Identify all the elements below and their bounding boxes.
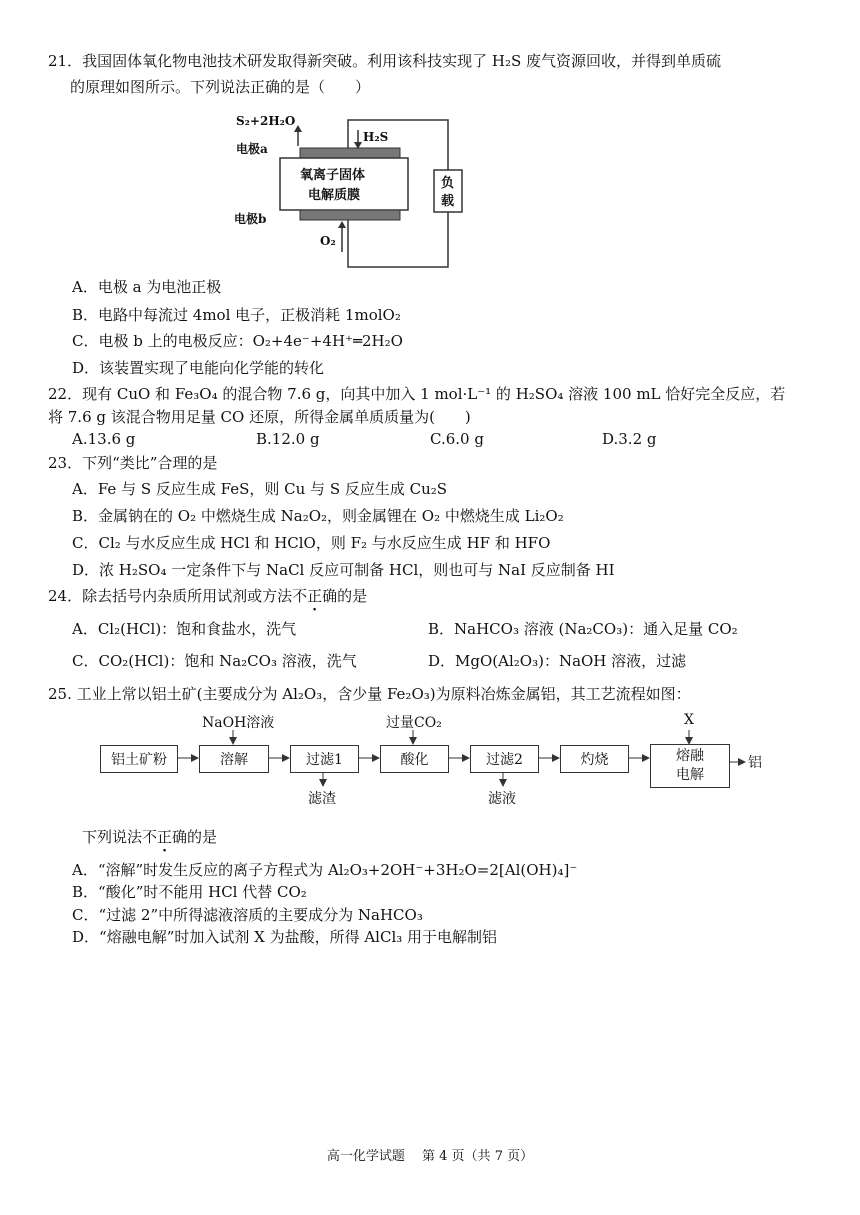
q21-option-b: B．电路中每流过 4mol 电子，正极消耗 1molO₂ [72, 306, 401, 324]
q23-option-b: B．金属钠在的 O₂ 中燃烧生成 Na₂O₂，则金属锂在 O₂ 中燃烧生成 Li₂O₂ [72, 507, 564, 525]
q23-stem: 23．下列“类比”合理的是 [48, 454, 218, 472]
label-h2s: H₂S [363, 130, 389, 144]
flow-reagent-naoh: NaOH溶液 [202, 715, 275, 731]
flow-reagent-x: X [684, 712, 694, 728]
flow-filtrate: 滤液 [488, 791, 516, 807]
q24-option-b: B．NaHCO₃ 溶液 (Na₂CO₃)：通入足量 CO₂ [428, 620, 738, 638]
q22-stem-line1: 22．现有 CuO 和 Fe₃O₄ 的混合物 7.6 g，向其中加入 1 mol·L⁻¹ 的 H₂SO₄ 溶液 100 mL 恰好完全反应，若 [48, 385, 786, 403]
q25-sub-post: 的是 [187, 828, 218, 846]
label-electrode-b: 电极b [234, 212, 267, 226]
q25-option-b: B．“酸化”时不能用 HCl 代替 CO₂ [72, 883, 307, 901]
flow-box-electrolysis-line2: 电解 [676, 767, 704, 783]
flow-box-electrolysis-line1: 熔融 [676, 748, 704, 764]
label-membrane-line1: 氧离子固体 [300, 168, 366, 183]
label-membrane-line2: 电解质膜 [308, 188, 361, 203]
q23-option-c: C．Cl₂ 与水反应生成 HCl 和 HClO，则 F₂ 与水反应生成 HF 和 HFO [72, 534, 551, 552]
flow-box-dissolve: 溶解 [199, 745, 269, 773]
q22-option-b: B.12.0 g [256, 430, 320, 448]
label-load-1: 负 [441, 176, 455, 191]
q25-option-a: A．“溶解”时发生反应的离子方程式为 Al₂O₃+2OH⁻+3H₂O=2[Al(OH)₄]⁻ [72, 861, 578, 879]
q25-sub-stem [82, 826, 217, 848]
q22-option-d: D.3.2 g [602, 430, 657, 448]
q21-stem-line1: 21．我国固体氧化物电池技术研发取得新突破。利用该科技实现了 H₂S 废气资源回收，并得到单质硫 [48, 52, 721, 70]
q25-option-d: D．“熔融电解”时加入试剂 X 为盐酸，所得 AlCl₃ 用于电解制铝 [72, 928, 498, 946]
label-s2-2h2o: S₂+2H₂O [236, 114, 296, 128]
flow-product-aluminum: 铝 [748, 755, 762, 771]
q24-option-d: D．MgO(Al₂O₃)：NaOH 溶液，过滤 [428, 652, 687, 670]
flow-box-electrolysis [650, 744, 730, 788]
q24-stem-emphasis: 不正确 [292, 587, 338, 605]
q22-option-a: A.13.6 g [72, 430, 136, 448]
flow-reagent-co2: 过量CO₂ [386, 715, 442, 731]
q24-stem-post: 的是 [337, 587, 368, 605]
q21-option-c: C．电极 b 上的电极反应：O₂+4e⁻+4H⁺═2H₂O [72, 332, 403, 350]
flow-box-filter2: 过滤2 [470, 745, 539, 773]
page-footer: 高一化学试题 第 4 页（共 7 页） [326, 1149, 534, 1164]
q21-option-a: A．电极 a 为电池正极 [72, 278, 222, 296]
label-load-2: 载 [441, 194, 455, 209]
flow-box-acidify: 酸化 [380, 745, 449, 773]
label-electrode-a: 电极a [236, 142, 268, 156]
q22-option-c: C.6.0 g [430, 430, 484, 448]
q21-option-d: D．该装置实现了电能向化学能的转化 [72, 359, 325, 377]
q25-sub-emphasis: 不正确 [142, 828, 188, 846]
label-o2: O₂ [320, 234, 336, 248]
flow-box-calcine: 灼烧 [560, 745, 629, 773]
q25-sub-pre: 下列说法 [82, 828, 143, 846]
flow-box-filter1: 过滤1 [290, 745, 359, 773]
q22-stem-line2: 将 7.6 g 该混合物用足量 CO 还原，所得金属单质质量为( ) [48, 408, 471, 426]
q25-stem: 25. 工业上常以铝土矿(主要成分为 Al₂O₃，含少量 Fe₂O₃)为原料冶炼金属铝，其工艺流程如图： [48, 685, 691, 703]
q25-option-c: C．“过滤 2”中所得滤液溶质的主要成分为 NaHCO₃ [72, 906, 423, 924]
q23-option-d: D．浓 H₂SO₄ 一定条件下与 NaCl 反应可制备 HCl，则也可与 NaI 反应制备 HI [72, 561, 615, 579]
q23-option-a: A．Fe 与 S 反应生成 FeS，则 Cu 与 S 反应生成 Cu₂S [72, 480, 448, 498]
q24-option-a: A．Cl₂(HCl)：饱和食盐水，洗气 [72, 620, 297, 638]
flow-residue: 滤渣 [308, 791, 336, 807]
flow-box-bauxite: 铝土矿粉 [100, 745, 178, 773]
q24-stem-pre: 24．除去括号内杂质所用试剂或方法 [48, 587, 293, 605]
q24-option-c: C．CO₂(HCl)：饱和 Na₂CO₃ 溶液，洗气 [72, 652, 357, 670]
q21-stem-line2: 的原理如图所示。下列说法正确的是（ ） [70, 78, 371, 96]
